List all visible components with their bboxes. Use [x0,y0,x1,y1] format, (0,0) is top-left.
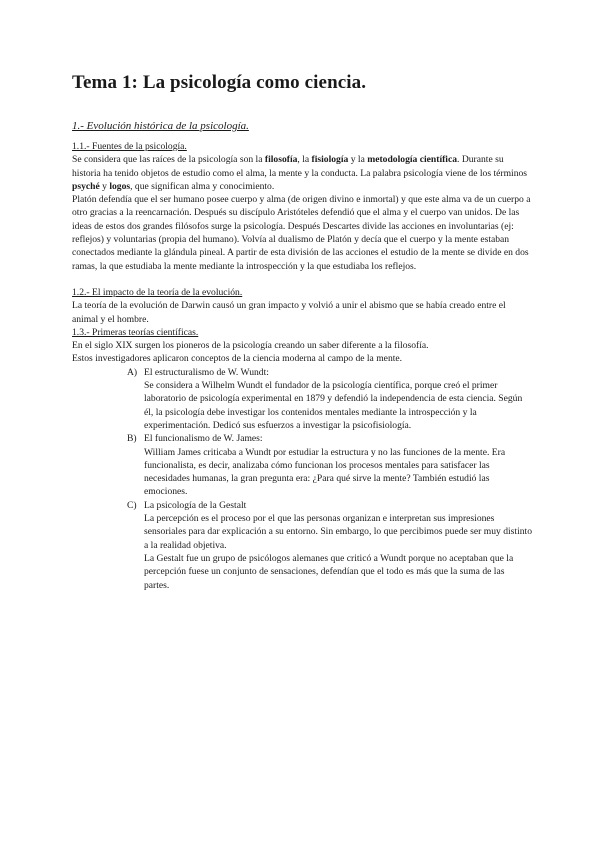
list-item [72,499,532,592]
list-item-text: La Gestalt fue un grupo de psicólogos alemanes que criticó a Wundt porque no aceptaban que la percepción fuese un conjunto de sensaciones, defendían que el todo es más que la suma de las partes. [144,552,514,591]
paragraph-fuentes [72,153,532,193]
list-item-text: Se considera a Wilhelm Wundt el fundador de la psicología científica, porque creó el primer laboratorio de psicología experimental en 1879 y defendió la independencia de esta ciencia. Según él, la psicología debe investigar los contenidos mentales mediante la introspección y la experimentación. Dedicó sus esfuerzos a investigar la psicofisiología. [144,380,523,431]
text-run: y la [348,154,368,166]
text-run: , que significan alma y conocimiento. [130,180,275,192]
list-item-title: La psicología de la Gestalt [144,499,247,511]
paragraph-darwin: La teoría de la evolución de Darwin causó un gran impacto y volvió a unir el abismo que se había creado entre el animal y el hombre. [72,300,506,325]
document-body [72,140,532,592]
theories-list [72,366,532,592]
list-item-text: La percepción es el proceso por el que las personas organizan e interpretan sus impresiones sensoriales para dar explicación a su entorno. Sin embargo, lo que percibimos puede ser muy distinto a la realidad objetiva. [144,513,533,551]
paragraph-investigadores: Estos investigadores aplicaron conceptos de la ciencia moderna al campo de la mente. [72,353,403,365]
list-item-text: William James criticaba a Wundt por estudiar la estructura y no las funciones de la mente. Era funcionalista, es decir, analizaba cómo funcionan los procesos mentales para satisfacer las necesidades humanas, la gran pregunta era: ¿Para qué sirve la mente? También estudió las emociones. [144,446,506,498]
bold-term: metodología científica [367,154,458,166]
list-item [72,366,532,432]
text-run: Se considera que las raíces de la psicología son la [72,154,265,166]
list-marker: C) [127,499,137,511]
bold-term: filosofía [264,154,298,166]
subsection-heading-1-2: 1.2.- El impacto de la teoría de la evolución. [72,286,243,298]
list-item-title: El funcionalismo de W. James: [144,433,263,445]
bold-term: fisiología [311,154,349,166]
spacer [72,273,532,286]
list-item [72,432,532,498]
page-title: Tema 1: La psicología como ciencia. [72,72,367,93]
list-marker: A) [127,366,138,378]
subsection-heading-1-1: 1.1.- Fuentes de la psicología. [72,141,187,152]
text-run: y [99,180,110,192]
bold-term: logos [109,180,131,192]
list-marker: B) [127,433,137,445]
paragraph-platon: Platón defendía que el ser humano posee cuerpo y alma (de origen divino e inmortal) y que este alma va de un cuerpo a otro gracias a la reencarnación. Después su discípulo Aristóteles defendió que el alma y el cuerpo van unidos. De las ideas de estos dos grandes filósofos surge la psicología. Después Descartes divide las acciones en involuntarias (ej: reflejos) y voluntarias (propia del humano). Volvía al dualismo de Platón y decía que el cuerpo y la mente estaban conectados mediante la glándula pineal. A partir de esta división de las acciones el estudio de la mente se divide en dos ramas, la que estudiaba la mente mediante la introspección y la que estudiaba los reflejos. [72,194,531,272]
subsection-heading-1-3: 1.3.- Primeras teorías científicas. [72,326,199,338]
bold-term: psyché [72,180,100,192]
text-run: . Durante su historia ha tenido objetos de estudio como el alma, la mente y la conducta. La palabra psicología viene de los términos [72,154,528,179]
section-heading: 1.- Evolución histórica de la psicología. [72,120,249,132]
list-item-title: El estructuralismo de W. Wundt: [144,366,269,378]
paragraph-siglo-xix: En el siglo XIX surgen los pioneros de la psicología creando un saber diferente a la filosofía. [72,340,429,352]
text-run: , la [297,154,312,166]
